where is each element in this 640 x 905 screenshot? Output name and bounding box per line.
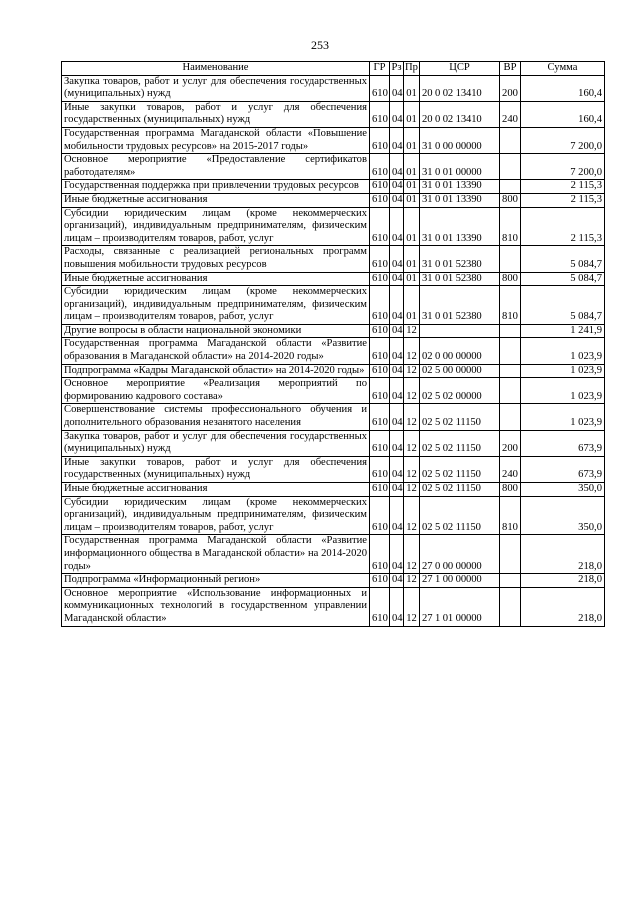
row-pr-cell: 12 [404,535,420,574]
row-vr-cell [500,587,521,626]
table-row [62,127,605,153]
row-name-cell: Расходы, связанные с реализацией региональных программ повышения мобильности трудовых ресурсов [62,246,370,272]
row-gr-cell: 610 [370,483,390,497]
row-name-cell: Субсидии юридическим лицам (кроме некоммерческих организаций), индивидуальным предпринимателям, физическим лицам – производителям товаров, работ, услуг [62,207,370,246]
row-csr-cell: 27 1 01 00000 [420,587,500,626]
row-csr-cell: 02 5 02 11150 [420,404,500,430]
row-vr-cell [500,378,521,404]
row-name-cell: Иные бюджетные ассигнования [62,193,370,207]
row-vr-cell: 800 [500,193,521,207]
row-csr-cell: 02 5 02 11150 [420,496,500,535]
row-sum-cell: 5 084,7 [521,286,605,325]
row-pr-cell: 12 [404,338,420,364]
row-gr-cell: 610 [370,430,390,456]
row-name-cell: Иные закупки товаров, работ и услуг для обеспечения государственных (муниципальных) нужд [62,456,370,482]
row-sum-cell: 1 023,9 [521,364,605,378]
row-gr-cell: 610 [370,207,390,246]
row-gr-cell: 610 [370,404,390,430]
table-row [62,154,605,180]
row-pr-cell: 01 [404,154,420,180]
row-pr-cell: 12 [404,378,420,404]
row-pr-cell: 12 [404,324,420,338]
column-header-name: Наименование [62,62,370,76]
row-csr-cell: 02 5 02 11150 [420,430,500,456]
row-pr-cell: 12 [404,587,420,626]
row-gr-cell: 610 [370,101,390,127]
row-name-cell: Государственная программа Магаданской области «Развитие информационного общества в Магаданской области» на 2014-2020 годы» [62,535,370,574]
row-sum-cell: 218,0 [521,535,605,574]
row-gr-cell: 610 [370,324,390,338]
row-sum-cell: 1 023,9 [521,338,605,364]
row-name-cell: Государственная программа Магаданской области «Развитие образования в Магаданской области» на 2014-2020 годы» [62,338,370,364]
row-gr-cell: 610 [370,272,390,286]
row-sum-cell: 218,0 [521,587,605,626]
row-sum-cell: 160,4 [521,101,605,127]
row-csr-cell: 31 0 01 13390 [420,193,500,207]
row-rz-cell: 04 [390,286,404,325]
row-rz-cell: 04 [390,207,404,246]
row-name-cell: Основное мероприятие «Реализация мероприятий по формированию кадрового состава» [62,378,370,404]
row-csr-cell: 02 5 02 11150 [420,456,500,482]
table-row [62,338,605,364]
row-csr-cell: 31 0 01 00000 [420,154,500,180]
row-sum-cell: 218,0 [521,574,605,588]
row-gr-cell: 610 [370,496,390,535]
table-row [62,207,605,246]
row-csr-cell: 02 5 02 11150 [420,483,500,497]
row-rz-cell: 04 [390,272,404,286]
row-rz-cell: 04 [390,338,404,364]
row-gr-cell: 610 [370,364,390,378]
row-sum-cell: 350,0 [521,483,605,497]
column-header-rz: Рз [390,62,404,76]
row-sum-cell: 5 084,7 [521,272,605,286]
row-sum-cell: 2 115,3 [521,207,605,246]
row-sum-cell: 160,4 [521,75,605,101]
row-name-cell: Субсидии юридическим лицам (кроме некоммерческих организаций), индивидуальным предпринимателям, физическим лицам – производителям товаров, работ, услуг [62,286,370,325]
row-pr-cell: 01 [404,286,420,325]
row-pr-cell: 12 [404,456,420,482]
row-rz-cell: 04 [390,324,404,338]
row-rz-cell: 04 [390,180,404,194]
table-row [62,364,605,378]
row-name-cell: Субсидии юридическим лицам (кроме некоммерческих организаций), индивидуальным предпринимателям, физическим лицам – производителям товаров, работ, услуг [62,496,370,535]
row-rz-cell: 04 [390,404,404,430]
row-pr-cell: 12 [404,496,420,535]
row-pr-cell: 12 [404,364,420,378]
row-rz-cell: 04 [390,574,404,588]
row-gr-cell: 610 [370,456,390,482]
row-vr-cell: 800 [500,483,521,497]
column-header-vr: ВР [500,62,521,76]
row-csr-cell: 20 0 02 13410 [420,75,500,101]
row-gr-cell: 610 [370,180,390,194]
row-csr-cell: 31 0 01 13390 [420,180,500,194]
row-pr-cell: 01 [404,246,420,272]
row-sum-cell: 2 115,3 [521,180,605,194]
table-row [62,246,605,272]
row-name-cell: Основное мероприятие «Предоставление сертификатов работодателям» [62,154,370,180]
row-gr-cell: 610 [370,378,390,404]
row-csr-cell: 31 0 01 52380 [420,286,500,325]
table-row [62,574,605,588]
row-name-cell: Закупка товаров, работ и услуг для обеспечения государственных (муниципальных) нужд [62,430,370,456]
table-row [62,535,605,574]
table-row [62,378,605,404]
row-sum-cell: 7 200,0 [521,154,605,180]
row-csr-cell: 02 5 02 00000 [420,378,500,404]
row-sum-cell: 673,9 [521,456,605,482]
row-gr-cell: 610 [370,338,390,364]
table-row [62,324,605,338]
row-rz-cell: 04 [390,496,404,535]
row-rz-cell: 04 [390,101,404,127]
row-sum-cell: 350,0 [521,496,605,535]
row-pr-cell: 01 [404,75,420,101]
row-vr-cell: 200 [500,430,521,456]
table-row [62,587,605,626]
row-sum-cell: 2 115,3 [521,193,605,207]
row-name-cell: Государственная поддержка при привлечении трудовых ресурсов [62,180,370,194]
row-vr-cell [500,324,521,338]
row-pr-cell: 01 [404,207,420,246]
row-vr-cell [500,246,521,272]
row-rz-cell: 04 [390,75,404,101]
row-vr-cell: 800 [500,272,521,286]
table-body [62,75,605,626]
row-csr-cell: 27 1 00 00000 [420,574,500,588]
row-vr-cell [500,404,521,430]
row-rz-cell: 04 [390,364,404,378]
table-row [62,193,605,207]
row-vr-cell [500,154,521,180]
column-header-pr: Пр [404,62,420,76]
row-sum-cell: 673,9 [521,430,605,456]
row-gr-cell: 610 [370,193,390,207]
row-csr-cell [420,324,500,338]
row-gr-cell: 610 [370,587,390,626]
row-pr-cell: 12 [404,430,420,456]
row-pr-cell: 01 [404,272,420,286]
row-name-cell: Государственная программа Магаданской области «Повышение мобильности трудовых ресурсов» на 2015-2017 годы» [62,127,370,153]
table-row [62,430,605,456]
table-row [62,272,605,286]
row-sum-cell: 7 200,0 [521,127,605,153]
table-row [62,286,605,325]
row-name-cell: Совершенствование системы профессионального обучения и дополнительного образования незанятого населения [62,404,370,430]
row-pr-cell: 01 [404,193,420,207]
row-vr-cell: 810 [500,496,521,535]
row-csr-cell: 02 5 00 00000 [420,364,500,378]
row-gr-cell: 610 [370,246,390,272]
row-gr-cell: 610 [370,535,390,574]
row-csr-cell: 31 0 01 13390 [420,207,500,246]
row-pr-cell: 12 [404,483,420,497]
row-vr-cell [500,535,521,574]
row-vr-cell [500,338,521,364]
row-gr-cell: 610 [370,154,390,180]
row-vr-cell [500,574,521,588]
table-row [62,75,605,101]
row-name-cell: Другие вопросы в области национальной экономики [62,324,370,338]
table-row [62,180,605,194]
row-rz-cell: 04 [390,246,404,272]
row-sum-cell: 1 023,9 [521,378,605,404]
row-pr-cell: 12 [404,574,420,588]
row-vr-cell: 200 [500,75,521,101]
row-csr-cell: 31 0 00 00000 [420,127,500,153]
row-csr-cell: 20 0 02 13410 [420,101,500,127]
row-pr-cell: 01 [404,180,420,194]
budget-table [61,61,605,627]
row-rz-cell: 04 [390,456,404,482]
row-csr-cell: 27 0 00 00000 [420,535,500,574]
row-pr-cell: 01 [404,127,420,153]
row-name-cell: Иные закупки товаров, работ и услуг для обеспечения государственных (муниципальных) нужд [62,101,370,127]
row-rz-cell: 04 [390,127,404,153]
table-row [62,456,605,482]
row-sum-cell: 1 023,9 [521,404,605,430]
column-header-sum: Сумма [521,62,605,76]
row-csr-cell: 31 0 01 52380 [420,272,500,286]
row-gr-cell: 610 [370,127,390,153]
row-rz-cell: 04 [390,587,404,626]
row-vr-cell: 810 [500,286,521,325]
row-vr-cell: 240 [500,456,521,482]
table-row [62,404,605,430]
row-name-cell: Закупка товаров, работ и услуг для обеспечения государственных (муниципальных) нужд [62,75,370,101]
row-rz-cell: 04 [390,483,404,497]
row-name-cell: Иные бюджетные ассигнования [62,272,370,286]
row-pr-cell: 01 [404,101,420,127]
column-header-csr: ЦСР [420,62,500,76]
row-vr-cell: 810 [500,207,521,246]
row-rz-cell: 04 [390,154,404,180]
row-sum-cell: 5 084,7 [521,246,605,272]
row-csr-cell: 31 0 01 52380 [420,246,500,272]
row-gr-cell: 610 [370,286,390,325]
row-rz-cell: 04 [390,193,404,207]
row-rz-cell: 04 [390,378,404,404]
row-name-cell: Подпрограмма «Кадры Магаданской области» на 2014-2020 годы» [62,364,370,378]
row-gr-cell: 610 [370,574,390,588]
row-name-cell: Подпрограмма «Информационный регион» [62,574,370,588]
table-row [62,496,605,535]
row-rz-cell: 04 [390,535,404,574]
row-csr-cell: 02 0 00 00000 [420,338,500,364]
table-header-row [62,62,605,76]
table-row [62,483,605,497]
row-gr-cell: 610 [370,75,390,101]
row-vr-cell: 240 [500,101,521,127]
row-name-cell: Основное мероприятие «Использование информационных и коммуникационных технологий в государственном управлении Магаданской области» [62,587,370,626]
row-vr-cell [500,127,521,153]
row-vr-cell [500,364,521,378]
table-row [62,101,605,127]
column-header-gr: ГР [370,62,390,76]
row-name-cell: Иные бюджетные ассигнования [62,483,370,497]
page-number: 253 [311,38,329,52]
row-pr-cell: 12 [404,404,420,430]
row-sum-cell: 1 241,9 [521,324,605,338]
row-rz-cell: 04 [390,430,404,456]
row-vr-cell [500,180,521,194]
